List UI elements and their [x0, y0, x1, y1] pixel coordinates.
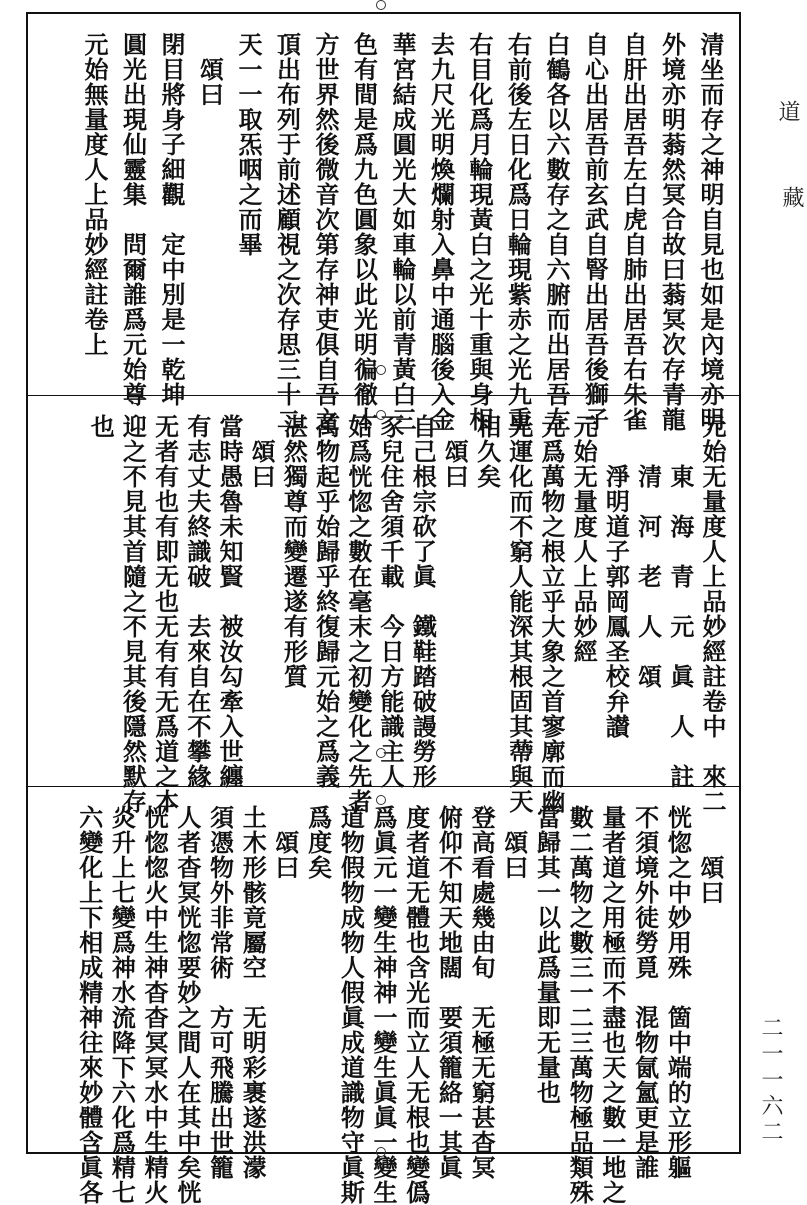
- panel2-column-17: 有志丈夫終識破 去來自在不攀緣: [182, 414, 212, 789]
- panel3-column-6: 當歸其一以此爲量即无量也: [532, 805, 562, 1105]
- panel2-column-19: 迎之不見其首隨之不見其後隱然默存: [118, 414, 148, 814]
- margin-section-char: 藏: [779, 186, 804, 208]
- panel3-column-10: 度者道无體也含光而立人无根也變僞: [401, 805, 431, 1205]
- panel2-column-20: 也: [86, 414, 116, 439]
- panel1-column-12: 頂出布列于前述顧視之次存思三十二: [272, 32, 302, 432]
- panel3-column-18: 恍惚惚火中生神杳杳冥冥水中生精火: [140, 805, 170, 1205]
- panel3-column-11: 爲眞元一變生神神一變生眞眞一變生: [369, 805, 398, 1205]
- text-frame: [26, 12, 741, 1205]
- panel1-column-14: 頌曰: [195, 32, 225, 107]
- panel2-column-7: 光運化而不窮人能深其根固其蔕與天: [504, 414, 534, 814]
- panel2-column-6: 元爲萬物之根立乎大象之首寥廓而幽: [537, 414, 566, 814]
- panel2-column-5: 元始无量度人上品妙經: [569, 414, 599, 664]
- panel1-column-13: 天一一取炁咽之而畢: [234, 32, 263, 257]
- panel2-column-18: 无者有也有即无也无有有无爲道之本: [150, 414, 180, 814]
- panel1-column-2: 外境亦明蓊然冥合故曰蓊冥次存青龍: [657, 32, 687, 432]
- panel-bottom: [28, 787, 739, 1205]
- binding-hole-2: [376, 365, 386, 375]
- panel2-column-4: 淨明道子郭岡鳳圣校弁讃: [601, 414, 631, 739]
- folio-number: 二一一六二: [758, 1016, 783, 1146]
- panel3-column-19: 炎升上七變爲神水流降下六化爲精七: [107, 805, 137, 1205]
- panel3-column-13: 爲度矣: [303, 805, 333, 880]
- panel1-column-10: 色有間是爲九色圓象以此光明徧徹十: [349, 32, 379, 432]
- panel2-column-12: 始爲恍惚之數在毫末之初變化之先者: [343, 414, 373, 814]
- panel2-column-16: 當時愚魯未知賢 被汝勾牽入世纏: [215, 414, 244, 789]
- panel2-column-10: 自己根宗砍了眞 鐵鞋踏破謾勞形: [408, 414, 438, 789]
- panel1-column-1: 清坐而存之神明自見也如是內境亦明: [696, 32, 725, 432]
- binding-hole-4: [376, 748, 386, 758]
- panel3-column-12: 道物假物成物人假眞成道識物守眞斯: [336, 805, 366, 1205]
- panel2-column-8: 相久矣: [472, 414, 502, 489]
- panel3-column-14: 頌曰: [270, 805, 300, 880]
- panel1-column-6: 右前後左日化爲日輪現紫赤之光九重: [503, 32, 533, 432]
- binding-hole-6: [376, 1147, 386, 1157]
- panel2-column-9: 頌曰: [440, 414, 470, 489]
- panel3-column-15: 土木形骸竟屬空 无明彩裹遂洪濛: [238, 805, 268, 1180]
- panel1-column-9: 華宮結成圓光大如車輪以前青黃白三: [388, 32, 417, 432]
- panel-middle: [28, 396, 739, 814]
- panel3-column-4: 量者道之用極而不盡也天之數一地之: [597, 805, 627, 1205]
- panel3-column-8: 登高看處幾由旬 无極无窮甚杳冥: [467, 805, 497, 1180]
- binding-hole-5: [376, 795, 386, 805]
- panel2-column-1: 元始无量度人上品妙經註卷中 來二: [698, 414, 727, 814]
- panel3-column-16: 須憑物外非常術 方可飛騰出世籠: [205, 805, 235, 1180]
- panel3-column-5: 數二萬物之數三一二三萬物極品類殊: [565, 805, 595, 1205]
- panel3-column-17: 人者杳冥恍惚要妙之間人在其中矣恍: [172, 805, 202, 1205]
- panel1-column-3: 自肝出居吾左白虎自肺出居吾右朱雀: [619, 32, 648, 432]
- panel3-column-20: 六變化上下相成精神往來妙體含眞各: [74, 805, 104, 1205]
- panel2-column-14: 湛然獨尊而變遷遂有形質: [279, 414, 309, 689]
- panel3-column-3: 不須境外徒勞覓 混物氤氳更是誰: [630, 805, 660, 1180]
- panel1-column-5: 白鶴各以六數存之自六腑而出居吾左: [542, 32, 571, 432]
- panel-top: [28, 14, 739, 432]
- panel3-column-9: 俯仰不知天地闊 要須籠絡一其眞: [434, 805, 464, 1180]
- panel1-column-15: 閉目將身子細觀 定中別是一乾坤: [157, 32, 186, 407]
- panel3-column-7: 頌曰: [499, 805, 529, 880]
- margin-title-char: 道: [775, 100, 800, 122]
- binding-hole-3: [376, 410, 386, 420]
- panel2-column-2: 東 海 青 元 眞 人 註: [665, 414, 695, 789]
- binding-hole-1: [376, 0, 386, 10]
- panel2-column-3: 清 河 老 人 頌: [633, 414, 663, 689]
- panel1-column-7: 右目化爲月輪現黃白之光十重與身相: [465, 32, 494, 432]
- panel1-column-8: 去九尺光明煥爛射入鼻中通腦後入金: [426, 32, 456, 432]
- panel2-column-15: 頌曰: [247, 414, 277, 489]
- panel1-column-4: 自心出居吾前玄武自腎出居吾後獅子: [580, 32, 610, 432]
- panel1-column-17: 元始無量度人上品妙經註卷上: [80, 32, 109, 357]
- panel1-column-11: 方世界然後微音次第存神吏俱自吾之: [311, 32, 340, 432]
- panel3-column-1: 頌曰: [696, 805, 725, 905]
- panel3-column-2: 恍惚之中妙用殊 箇中端的立形軀: [663, 805, 693, 1180]
- panel1-column-16: 圓光出現仙靈集 問爾誰爲元始尊: [118, 32, 148, 407]
- panel2-column-11: 豕兒住舍須千載 今日方能識主人: [376, 414, 405, 789]
- panel2-column-13: 萬物起乎始歸乎終復歸元始之爲義: [311, 414, 341, 789]
